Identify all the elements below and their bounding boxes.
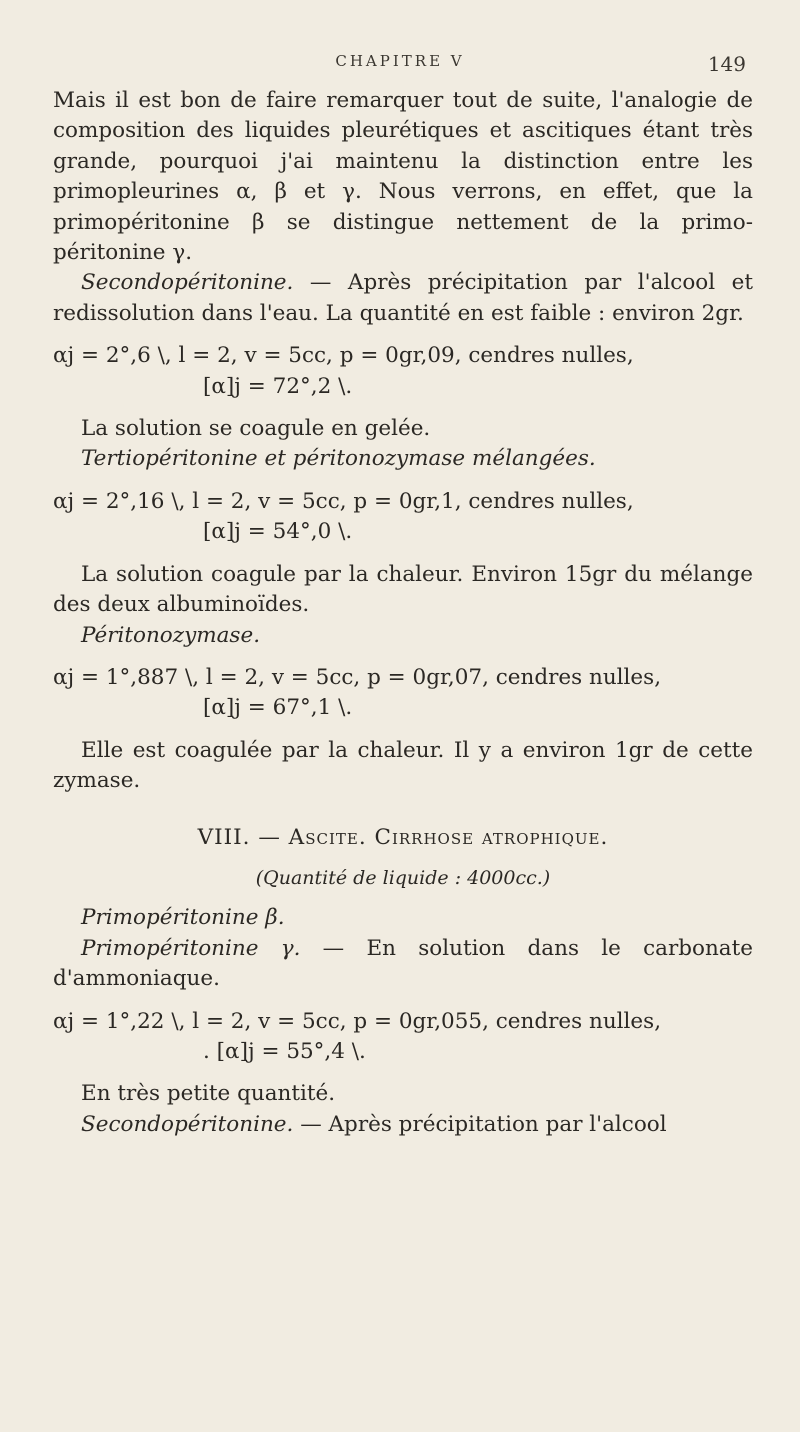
section-title: VIII. — Ascite. Cirrhose atrophique. bbox=[197, 824, 609, 850]
text-secondoperitonine: — Après précipitation par l'alcool et redissolution dans l'eau. La quantité en est faible : environ 2gr. bbox=[53, 270, 753, 326]
formula-1-line-2: [α]j = 72°,2 \. bbox=[203, 373, 353, 399]
formula-2-line-2: [α]j = 54°,0 \. bbox=[203, 519, 353, 545]
formula-3-line-1: αj = 1°,887 \, l = 2, v = 5cc, p = 0gr,07, cendres nulles, bbox=[53, 664, 662, 690]
paragraph-zymase: Elle est coagulée par la chaleur. Il y a environ 1gr de cette zymase. bbox=[53, 737, 753, 794]
paragraph-primoperitonine-gamma bbox=[53, 934, 753, 995]
text-primoperitonine-gamma: — En solution dans le carbonate d'ammoniaque. bbox=[53, 935, 753, 992]
paragraph-chaleur: La solution coagule par la chaleur. Environ 15gr du mélange des deux albuminoïdes. bbox=[53, 561, 753, 618]
heading-secondoperitonine: Secondopéritonine. bbox=[81, 270, 294, 296]
heading-peritonozymase: Péritonozymase. bbox=[81, 622, 261, 648]
heading-tertioperitonine: Tertiopéritonine et péritonozymase mélangées. bbox=[81, 446, 596, 472]
paragraph-secondoperitonine bbox=[53, 268, 753, 329]
formula-3-line-2: [α]j = 67°,1 \. bbox=[203, 695, 353, 721]
paragraph-secondoperitonine-2 bbox=[53, 1110, 753, 1140]
formula-1 bbox=[53, 341, 753, 402]
formula-4-line-2: . [α]j = 55°,4 \. bbox=[203, 1038, 366, 1064]
heading-primoperitonine-beta: Primopéritonine β. bbox=[81, 905, 285, 931]
formula-3 bbox=[53, 663, 753, 724]
paragraph-analogie: Mais il est bon de faire remarquer tout de suite, l'analogie de composition des liquides pleurétiques et ascitiques étant très grande, pourquoi j'ai maintenu la distinction entre les primopleurines α, β et γ. Nous verrons, en effet, que la primopéritonine β se distingue nettement de la primo-péritonine γ. bbox=[53, 88, 753, 266]
running-title: CHAPITRE V bbox=[335, 52, 465, 70]
body-text bbox=[53, 86, 753, 1140]
formula-2 bbox=[53, 487, 753, 548]
text-secondoperitonine-2: — Après précipitation par l'alcool bbox=[293, 1111, 667, 1137]
heading-secondoperitonine-2: Secondopéritonine. bbox=[81, 1111, 294, 1137]
formula-4-line-1: αj = 1°,22 \, l = 2, v = 5cc, p = 0gr,055, cendres nulles, bbox=[53, 1008, 662, 1034]
page-header bbox=[0, 52, 800, 82]
paragraph-gelee: La solution se coagule en gelée. bbox=[81, 416, 431, 442]
paragraph-petite-quantite: En très petite quantité. bbox=[81, 1081, 336, 1107]
formula-4 bbox=[53, 1007, 753, 1068]
formula-1-line-1: αj = 2°,6 \, l = 2, v = 5cc, p = 0gr,09, cendres nulles, bbox=[53, 343, 634, 369]
formula-2-line-1: αj = 2°,16 \, l = 2, v = 5cc, p = 0gr,1, cendres nulles, bbox=[53, 488, 634, 514]
section-subtitle: (Quantité de liquide : 4000cc.) bbox=[255, 866, 551, 889]
heading-primoperitonine-gamma: Primopéritonine γ. bbox=[81, 935, 301, 961]
page-number: 149 bbox=[707, 52, 746, 76]
